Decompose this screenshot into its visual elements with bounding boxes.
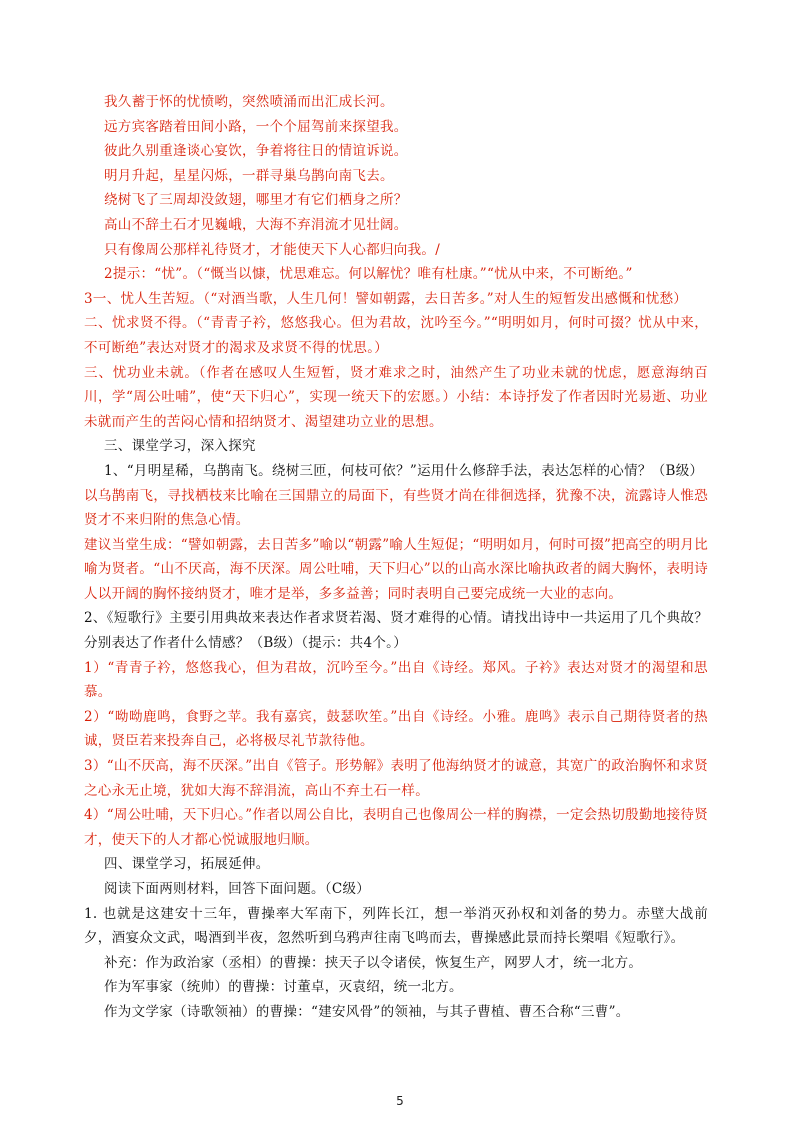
poem-line: 我久蓄于怀的忧愤哟，突然喷涌而出汇成长河。 (104, 94, 394, 110)
answer-paragraph: 以乌鹊南飞，寻找栖枝来比喻在三国鼎立的局面下，有些贤才尚在徘徊选择，犹豫不决，流露诗人惟恐贤才不来归附的焦急心情。 (84, 487, 708, 529)
material-paragraph: 作为文学家（诗歌领袖）的曹操：“建安风骨”的领袖，与其子曹植、曹丕合称“三曹”。 (104, 1003, 630, 1020)
answer-paragraph: 二、忧求贤不得。（“青青子衿，悠悠我心。但为君故，沈吟至今。”“明明如月，何时可掇？忧从中来，不可断绝”表达对贤才的渴求及求贤不得的忧思。） (84, 315, 708, 356)
poem-line: 高山不辞土石才见巍峨，大海不弃涓流才见壮阔。 (104, 216, 408, 233)
material-paragraph: 1. 也就是这建安十三年，曹操率大军南下，列阵长江，想一举消灭孙权和刘备的势力。赤壁大战前夕，酒宴众文武，喝酒到半夜，忽然听到乌鸦声往南飞鸣而去，曹操感此景而持长槊唱《短歌行》。 (84, 905, 708, 947)
poem-line: 明月升起，星星闪烁，一群寻巢乌鹊向南飞去。 (104, 167, 394, 184)
material-paragraph: 补充：作为政治家（丞相）的曹操：挟天子以令诸侯，恢复生产，网罗人才，统一北方。 (104, 954, 643, 971)
answer-paragraph: 3）“山不厌高，海不厌深。”出自《管子。形势解》表明了他海纳贤才的诚意，其宽广的政治胸怀和求贤之心永无止境，犹如大海不辞涓流，高山不弃土石一样。 (84, 758, 708, 799)
page-content (84, 90, 708, 1025)
answer-paragraph: 建议当堂生成：“譬如朝露，去日苦多”喻以“朝露”喻人生短促；“明明如月，何时可掇”把高空的明月比喻为贤者。“山不厌高，海不厌深。周公吐哺，天下归心”以的山高水深比喻执政者的阔大胸怀，表明诗人以开阔的胸怀接纳贤才，唯才是举，多多益善；同时表明自己要完成统一大业的志向。 (84, 536, 708, 602)
page-number: 5 (396, 1094, 404, 1108)
answer-paragraph: 4）“周公吐哺，天下归心。”作者以周公自比，表明自己也像周公一样的胸襟，一定会热切殷勤地接待贤才，使天下的人才都心悦诚服地归顺。 (84, 807, 708, 848)
question-paragraph: 1、“月明星稀，乌鹊南飞。绕树三匝，何枝可依？”运用什么修辞手法，表达怎样的心情？（B级） (104, 462, 704, 479)
poem-line: 只有像周公那样礼待贤才，才能使天下人心都归向我。/ (104, 241, 441, 258)
poem-line: 绕树飞了三周却没敛翅，哪里才有它们栖身之所？ (104, 192, 408, 209)
section-heading: 四、课堂学习，拓展延伸。 (104, 856, 270, 873)
answer-paragraph: 三、忧功业未就。（作者在感叹人生短暂，贤才难求之时，油然产生了功业未就的忧虑，愿意海纳百川，学“周公吐哺”，使“天下归心”，实现一统天下的宏愿。）小结：本诗抒发了作者因时光易逝、功业未就而产生的苦闷心情和招纳贤才、渴望建功立业的思想。 (84, 364, 708, 430)
answer-paragraph: 1）“青青子衿，悠悠我心，但为君故，沉吟至今。”出自《诗经。郑风。子衿》表达对贤才的渴望和思慕。 (84, 659, 708, 701)
material-paragraph: 作为军事家（统帅）的曹操：讨董卓，灭袁绍，统一北方。 (104, 979, 463, 996)
poem-line: 远方宾客踏着田间小路，一个个屈驾前来探望我。 (104, 118, 408, 135)
answer-paragraph: 3一、忧人生苦短。（“对酒当歌，人生几何！譬如朝露，去日苦多。”对人生的短暂发出感慨和忧愁） (84, 290, 688, 307)
poem-line: 彼此久别重逢谈心宴饮，争着将往日的情谊诉说。 (104, 143, 408, 160)
answer-paragraph: 2）“呦呦鹿鸣，食野之苹。我有嘉宾，鼓瑟吹笙。”出自《诗经。小雅。鹿鸣》表示自己期待贤者的热诚，贤臣若来投奔自己，必将极尽礼节款待他。 (84, 708, 708, 750)
section-heading: 三、课堂学习，深入探究 (104, 438, 256, 455)
instruction-paragraph: 阅读下面两则材料，回答下面问题。（C级） (104, 881, 371, 897)
question-paragraph: 2、《短歌行》主要引用典故来表达作者求贤若渴、贤才难得的心情。请找出诗中一共运用了几个典故？分别表达了作者什么情感？（B级）（提示：共4个。） (84, 610, 708, 652)
hint-paragraph: 2提示：“忧”。（“慨当以慷，忧思难忘。何以解忧？唯有杜康。”“忧从中来，不可断绝。” (104, 266, 633, 283)
